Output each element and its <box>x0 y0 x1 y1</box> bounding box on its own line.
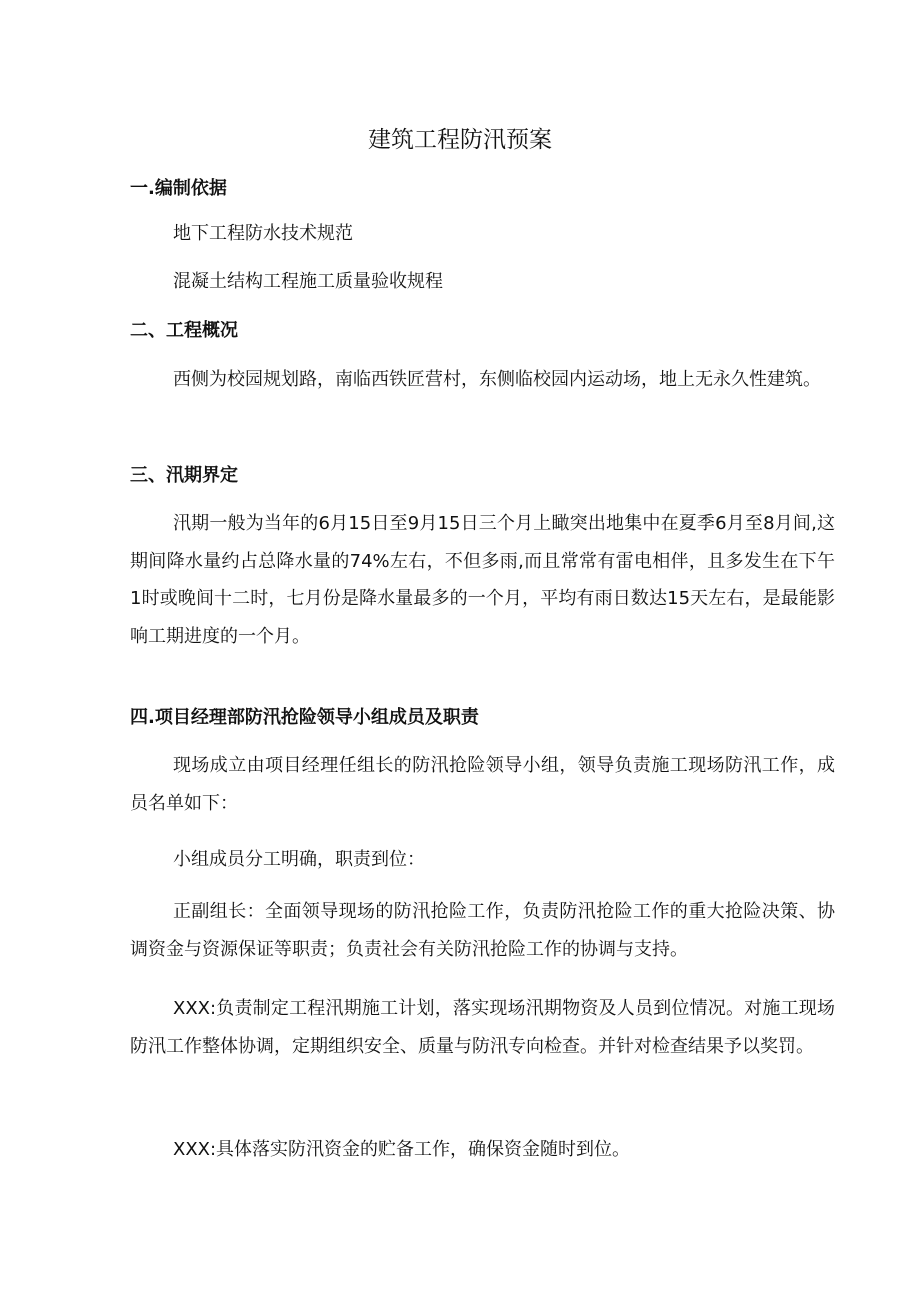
team-paragraph-leaders: 正副组长：全面领导现场的防汛抢险工作，负责防汛抢险工作的重大抢险决策、协调资金与资源保证等职责；负责社会有关防汛抢险工作的协调与支持。 <box>130 901 835 960</box>
basis-item-2: 混凝土结构工程施工质量验收规程 <box>173 271 443 292</box>
flood-period-paragraph: 汛期一般为当年的6月15日至9月15日三个月上瞰突出地集中在夏季6月至8月间,这期间降水量约占总降水量的74%左右，不但多雨,而且常常有雷电相伴，且多发生在下午1时或晚间十二时，七月份是降水量最多的一个月，平均有雨日数达15天左右，是最能影响工期进度的一个月。 <box>130 513 835 647</box>
basis-item-1: 地下工程防水技术规范 <box>173 223 353 244</box>
overview-paragraph: 西侧为校园规划路，南临西铁匠营村，东侧临校园内运动场，地上无永久性建筑。 <box>173 369 821 390</box>
document-title: 建筑工程防汛预案 <box>368 127 552 153</box>
section-heading-flood-period: 三、汛期界定 <box>130 465 238 486</box>
section-heading-basis: 一.编制依据 <box>130 178 227 199</box>
section-heading-team: 四.项目经理部防汛抢险领导小组成员及职责 <box>130 707 479 728</box>
team-paragraph-member-1: XXX:负责制定工程汛期施工计划，落实现场汛期物资及人员到位情况。对施工现场防汛工作整体协调，定期组织安全、质量与防汛专向检查。并针对检查结果予以奖罚。 <box>130 998 835 1057</box>
team-paragraph-intro: 现场成立由项目经理任组长的防汛抢险领导小组，领导负责施工现场防汛工作，成员名单如下： <box>130 755 835 814</box>
team-paragraph-division: 小组成员分工明确，职责到位： <box>173 849 425 870</box>
team-paragraph-member-2: XXX:具体落实防汛资金的贮备工作，确保资金随时到位。 <box>173 1139 631 1160</box>
section-heading-overview: 二、工程概况 <box>130 320 238 341</box>
